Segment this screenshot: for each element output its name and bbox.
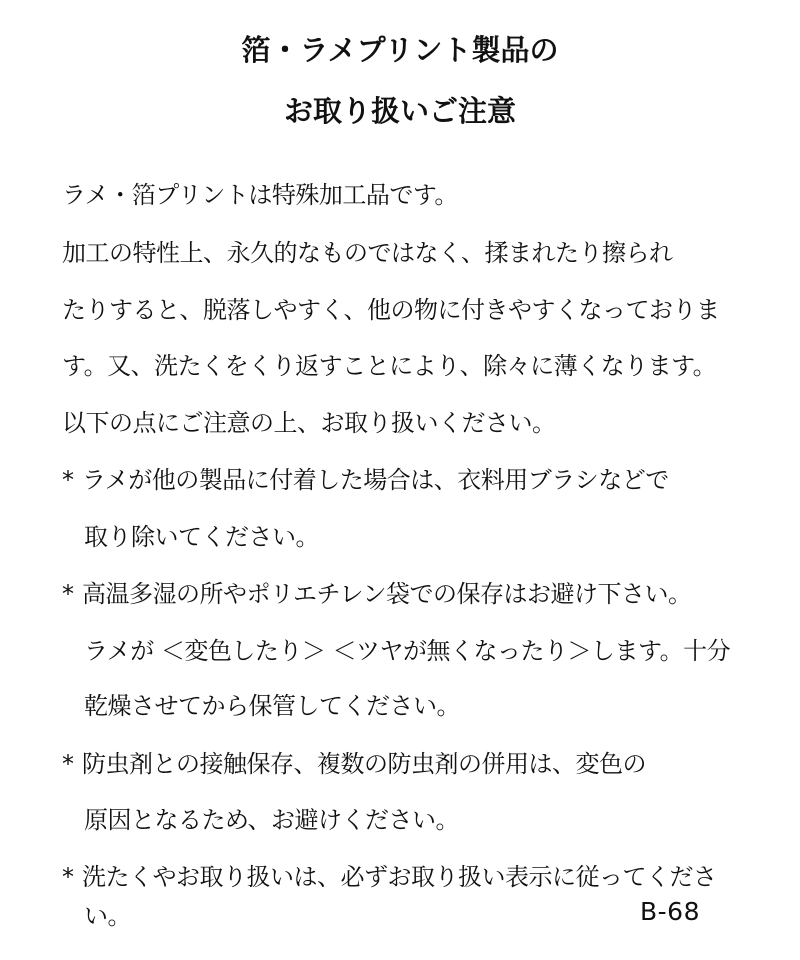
intro-line-5: 以下の点にご注意の上、お取り扱いください。 (62, 409, 556, 437)
intro-line-1: ラメ・箔プリントは特殊加工品です。 (62, 181, 458, 209)
note-4-line-1: 洗たくやお取り扱いは、必ずお取り扱い表示に従ってくださ (82, 863, 717, 891)
intro-line-2: 加工の特性上、永久的なものではなく、揉まれたり擦られ (62, 239, 673, 267)
note-4 (62, 860, 717, 894)
note-1-line-1: ラメが他の製品に付着した場合は、衣料用ブラシなどで (82, 466, 669, 494)
note-2-line-1: 高温多湿の所やポリエチレン袋での保存はお避け下さい。 (82, 580, 692, 608)
note-4-line-2: い。 (84, 902, 131, 930)
note-2 (62, 577, 691, 611)
document-code: B-68 (640, 897, 700, 926)
intro-line-4: す。又、洗たくをくり返すことにより、除々に薄くなります。 (62, 352, 717, 380)
note-2-line-3: 乾燥させてから保管してください。 (84, 692, 460, 720)
note-1-line-2: 取り除いてください。 (84, 523, 319, 551)
intro-line-3: たりすると、脱落しやすく、他の物に付きやすくなっておりま (62, 296, 720, 324)
note-bullet: * (62, 580, 74, 608)
title-line-2: お取り扱いご注意 (283, 94, 516, 128)
note-2-line-2: ラメが ＜変色したり＞ ＜ツヤが無くなったり＞します。十分 (84, 637, 731, 665)
note-3-line-2: 原因となるため、お避けください。 (84, 806, 460, 834)
note-bullet: * (62, 466, 74, 494)
note-3-line-1: 防虫剤との接触保存、複数の防虫剤の併用は、変色の (82, 750, 646, 778)
note-3 (62, 747, 646, 781)
note-bullet: * (62, 750, 74, 778)
note-1 (62, 463, 669, 497)
title-line-1: 箔・ラメプリント製品の (241, 33, 559, 67)
note-bullet: * (62, 863, 74, 891)
